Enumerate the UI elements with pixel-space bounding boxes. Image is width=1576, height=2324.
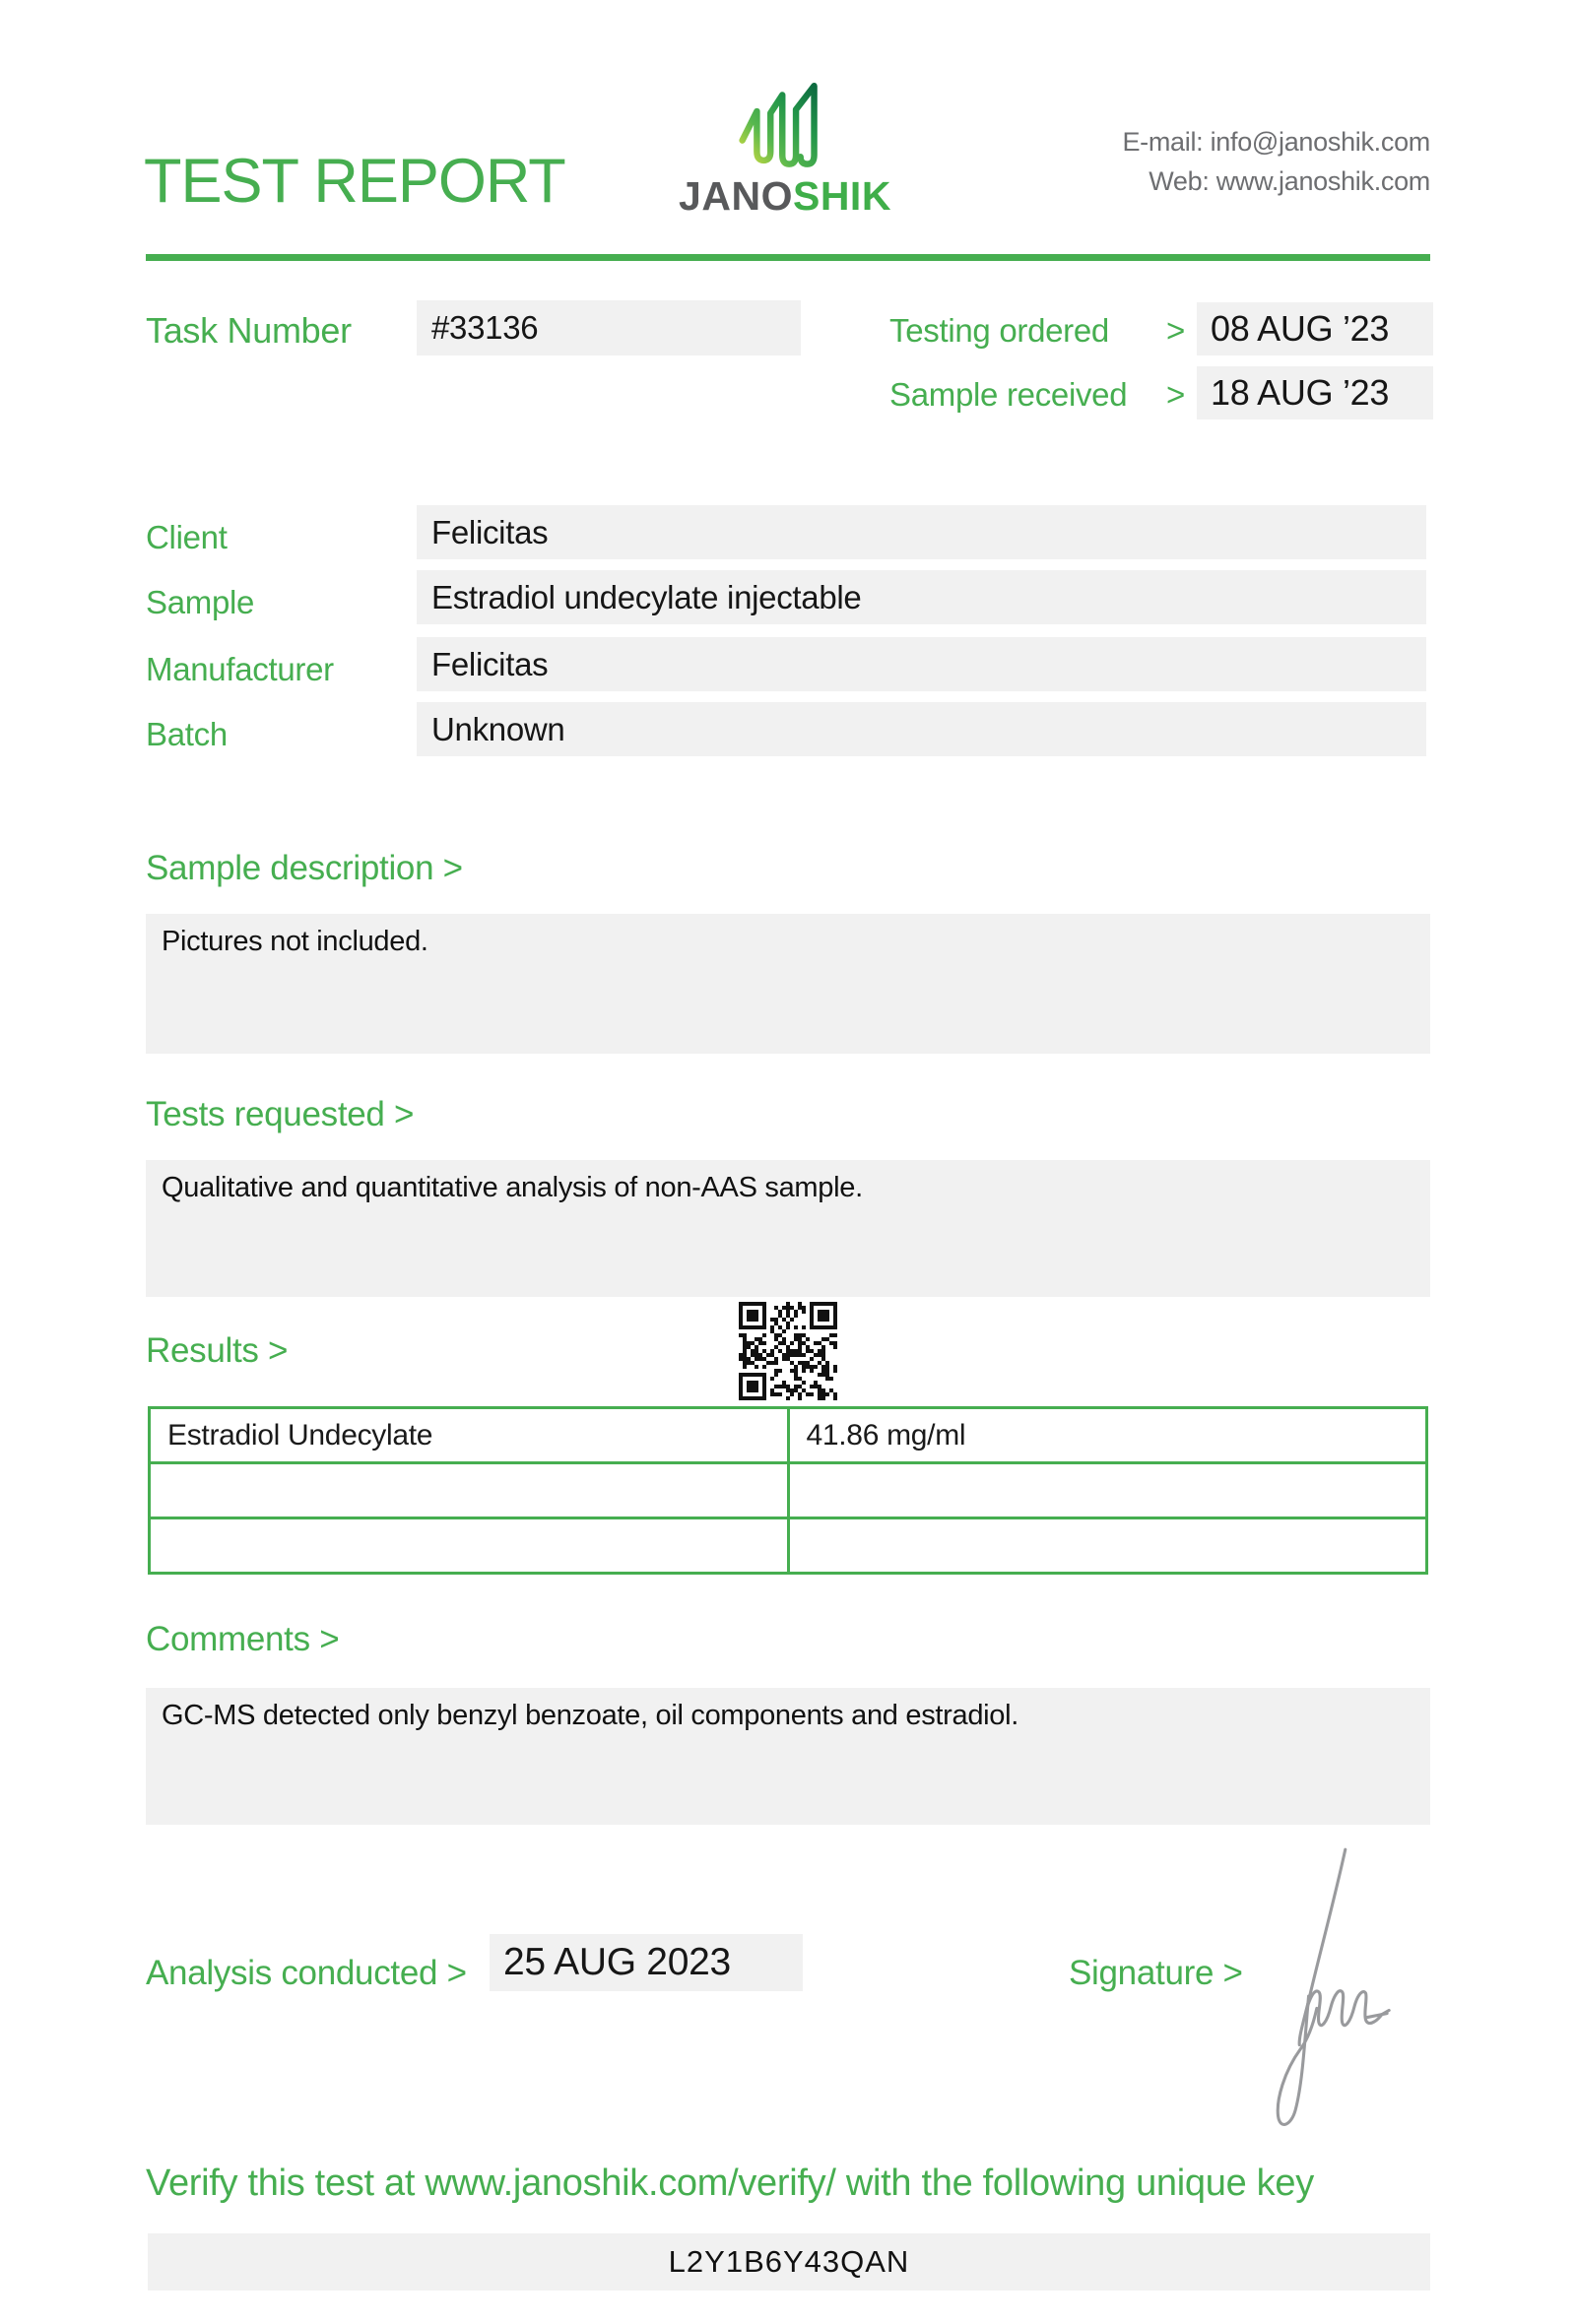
results-heading: Results >	[146, 1331, 289, 1370]
verify-instruction: Verify this test at www.janoshik.com/verify/ with the following unique key	[146, 2163, 1314, 2204]
janoshik-logo	[662, 77, 908, 220]
task-number-value: #33136	[417, 300, 801, 355]
testing-ordered-value: 08 AUG ’23	[1197, 302, 1433, 355]
analysis-conducted-label: Analysis conducted >	[146, 1954, 467, 1992]
sample-value: Estradiol undecylate injectable	[417, 570, 1426, 624]
batch-label: Batch	[146, 716, 228, 752]
chevron-right-icon: >	[1166, 312, 1185, 349]
brand-wordmark-secondary: SHIK	[792, 173, 891, 219]
sample-description-text: Pictures not included.	[162, 926, 428, 957]
results-table-analyte-cell	[151, 1519, 787, 1572]
sample-description-box	[146, 914, 1430, 1054]
sample-received-label: Sample received >	[889, 376, 1185, 413]
analysis-date-value: 25 AUG 2023	[490, 1934, 803, 1991]
page-title: TEST REPORT	[144, 147, 565, 216]
client-value: Felicitas	[417, 505, 1426, 559]
testing-ordered-label: Testing ordered >	[889, 312, 1185, 349]
manufacturer-label: Manufacturer	[146, 651, 334, 687]
results-table-analyte-cell: Estradiol Undecylate	[151, 1409, 787, 1461]
batch-value: Unknown	[417, 702, 1426, 756]
sample-description-heading: Sample description >	[146, 849, 463, 887]
brand-wordmark	[662, 173, 908, 220]
tests-requested-heading: Tests requested >	[146, 1095, 415, 1133]
handwritten-signature	[1243, 1843, 1401, 2149]
signature-label: Signature >	[1069, 1954, 1243, 1992]
contact-web: Web: www.janoshik.com	[1149, 166, 1430, 196]
comments-text: GC-MS detected only benzyl benzoate, oil components and estradiol.	[162, 1700, 1019, 1731]
tests-requested-text: Qualitative and quantitative analysis of non-AAS sample.	[162, 1172, 863, 1203]
header-divider	[146, 254, 1430, 261]
qr-code	[739, 1302, 837, 1400]
sample-label: Sample	[146, 584, 255, 620]
manufacturer-value: Felicitas	[417, 637, 1426, 691]
unique-key-value: L2Y1B6Y43QAN	[148, 2233, 1430, 2291]
sample-received-value: 18 AUG ’23	[1197, 366, 1433, 420]
chevron-right-icon: >	[1166, 376, 1185, 413]
results-table	[148, 1406, 1428, 1575]
results-table-result-cell: 41.86 mg/ml	[790, 1409, 1426, 1461]
comments-heading: Comments >	[146, 1620, 340, 1658]
task-number-label: Task Number	[146, 310, 352, 351]
contact-block	[1122, 122, 1430, 201]
contact-email: E-mail: info@janoshik.com	[1122, 127, 1430, 157]
growth-chart-icon	[733, 77, 837, 171]
results-table-result-cell	[790, 1519, 1426, 1572]
client-label: Client	[146, 519, 228, 555]
results-table-result-cell	[790, 1464, 1426, 1517]
brand-wordmark-primary: JANO	[679, 173, 793, 219]
tests-requested-box	[146, 1160, 1430, 1297]
results-table-analyte-cell	[151, 1464, 787, 1517]
comments-box	[146, 1688, 1430, 1825]
